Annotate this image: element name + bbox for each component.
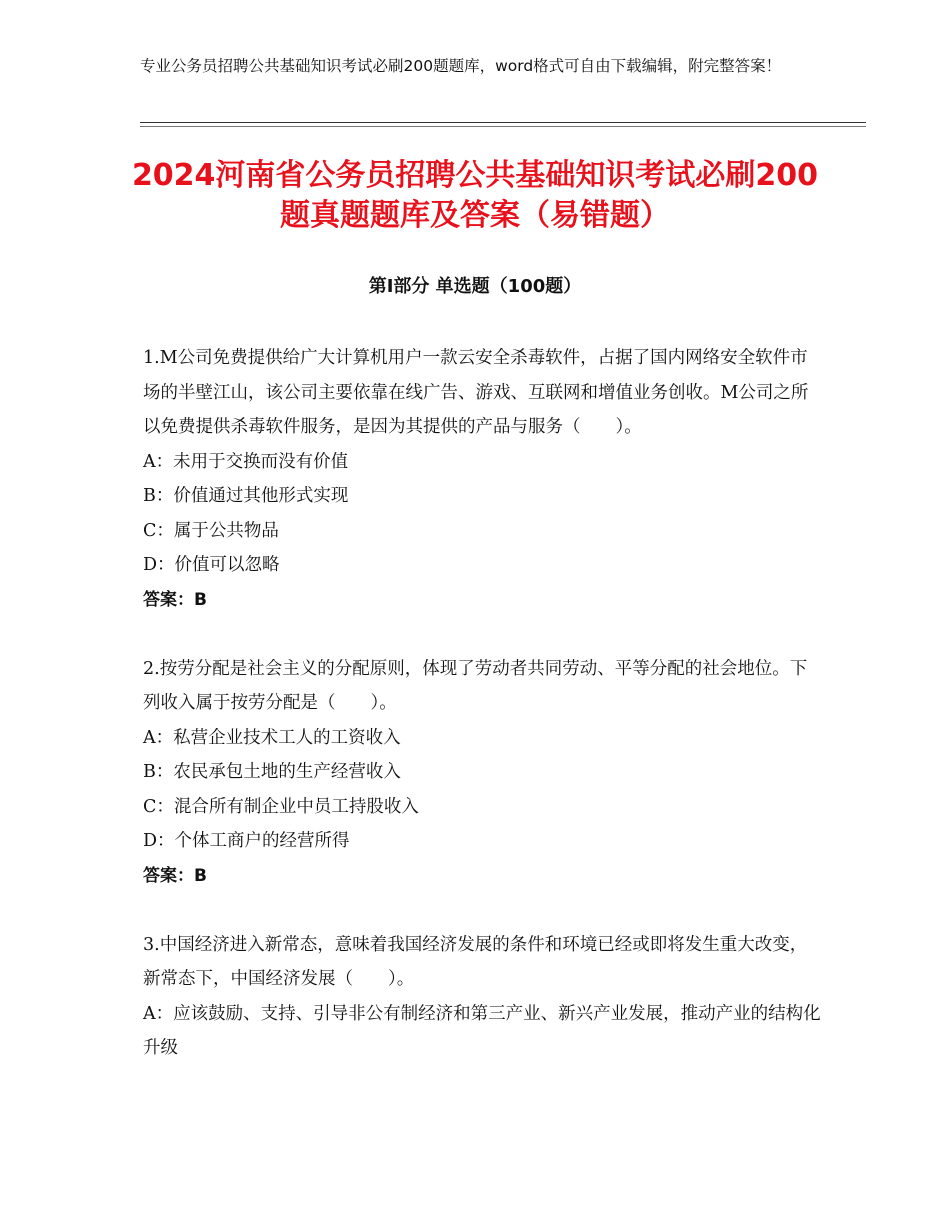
option-b: B：农民承包土地的生产经营收入 [143, 762, 401, 782]
option-b: B：价值通过其他形式实现 [143, 486, 349, 506]
question-3 [143, 928, 823, 1066]
option-d: D：价值可以忽略 [143, 555, 280, 575]
question-stem: 2.按劳分配是社会主义的分配原则，体现了劳动者共同劳动、平等分配的社会地位。下列收入属于按劳分配是（ ）。 [143, 658, 808, 713]
question-1 [143, 341, 823, 617]
option-a: A：应该鼓励、支持、引导非公有制经济和第三产业、新兴产业发展，推动产业的结构化升级 [143, 1003, 821, 1058]
header-divider [140, 122, 866, 123]
header-divider-thin [140, 126, 866, 127]
option-c: C：属于公共物品 [143, 520, 279, 541]
question-stem: 1.M公司免费提供给广大计算机用户一款云安全杀毒软件，占据了国内网络安全软件市场的半壁江山，该公司主要依靠在线广告、游戏、互联网和增值业务创收。M公司之所以免费提供杀毒软件服务，是因为其提供的产品与服务（ ）。 [143, 348, 809, 437]
document-title: 2024河南省公务员招聘公共基础知识考试必刷200题真题题库及答案（易错题） [131, 158, 819, 233]
option-c: C：混合所有制企业中员工持股收入 [143, 796, 419, 817]
answer-line: 答案：B [143, 589, 207, 610]
option-a: A：未用于交换而没有价值 [143, 451, 349, 472]
question-list [143, 341, 823, 1066]
section-title: 第Ⅰ部分 单选题（100题） [368, 276, 582, 297]
option-d: D：个体工商户的经营所得 [143, 831, 350, 851]
question-2 [143, 652, 823, 894]
page-header-note: 专业公务员招聘公共基础知识考试必刷200题题库，word格式可自由下载编辑，附完整答案！ [140, 57, 782, 75]
question-stem: 3.中国经济进入新常态，意味着我国经济发展的条件和环境已经或即将发生重大改变，新常态下，中国经济发展（ ）。 [143, 934, 808, 989]
answer-line: 答案：B [143, 865, 207, 886]
option-a: A：私营企业技术工人的工资收入 [143, 727, 401, 748]
